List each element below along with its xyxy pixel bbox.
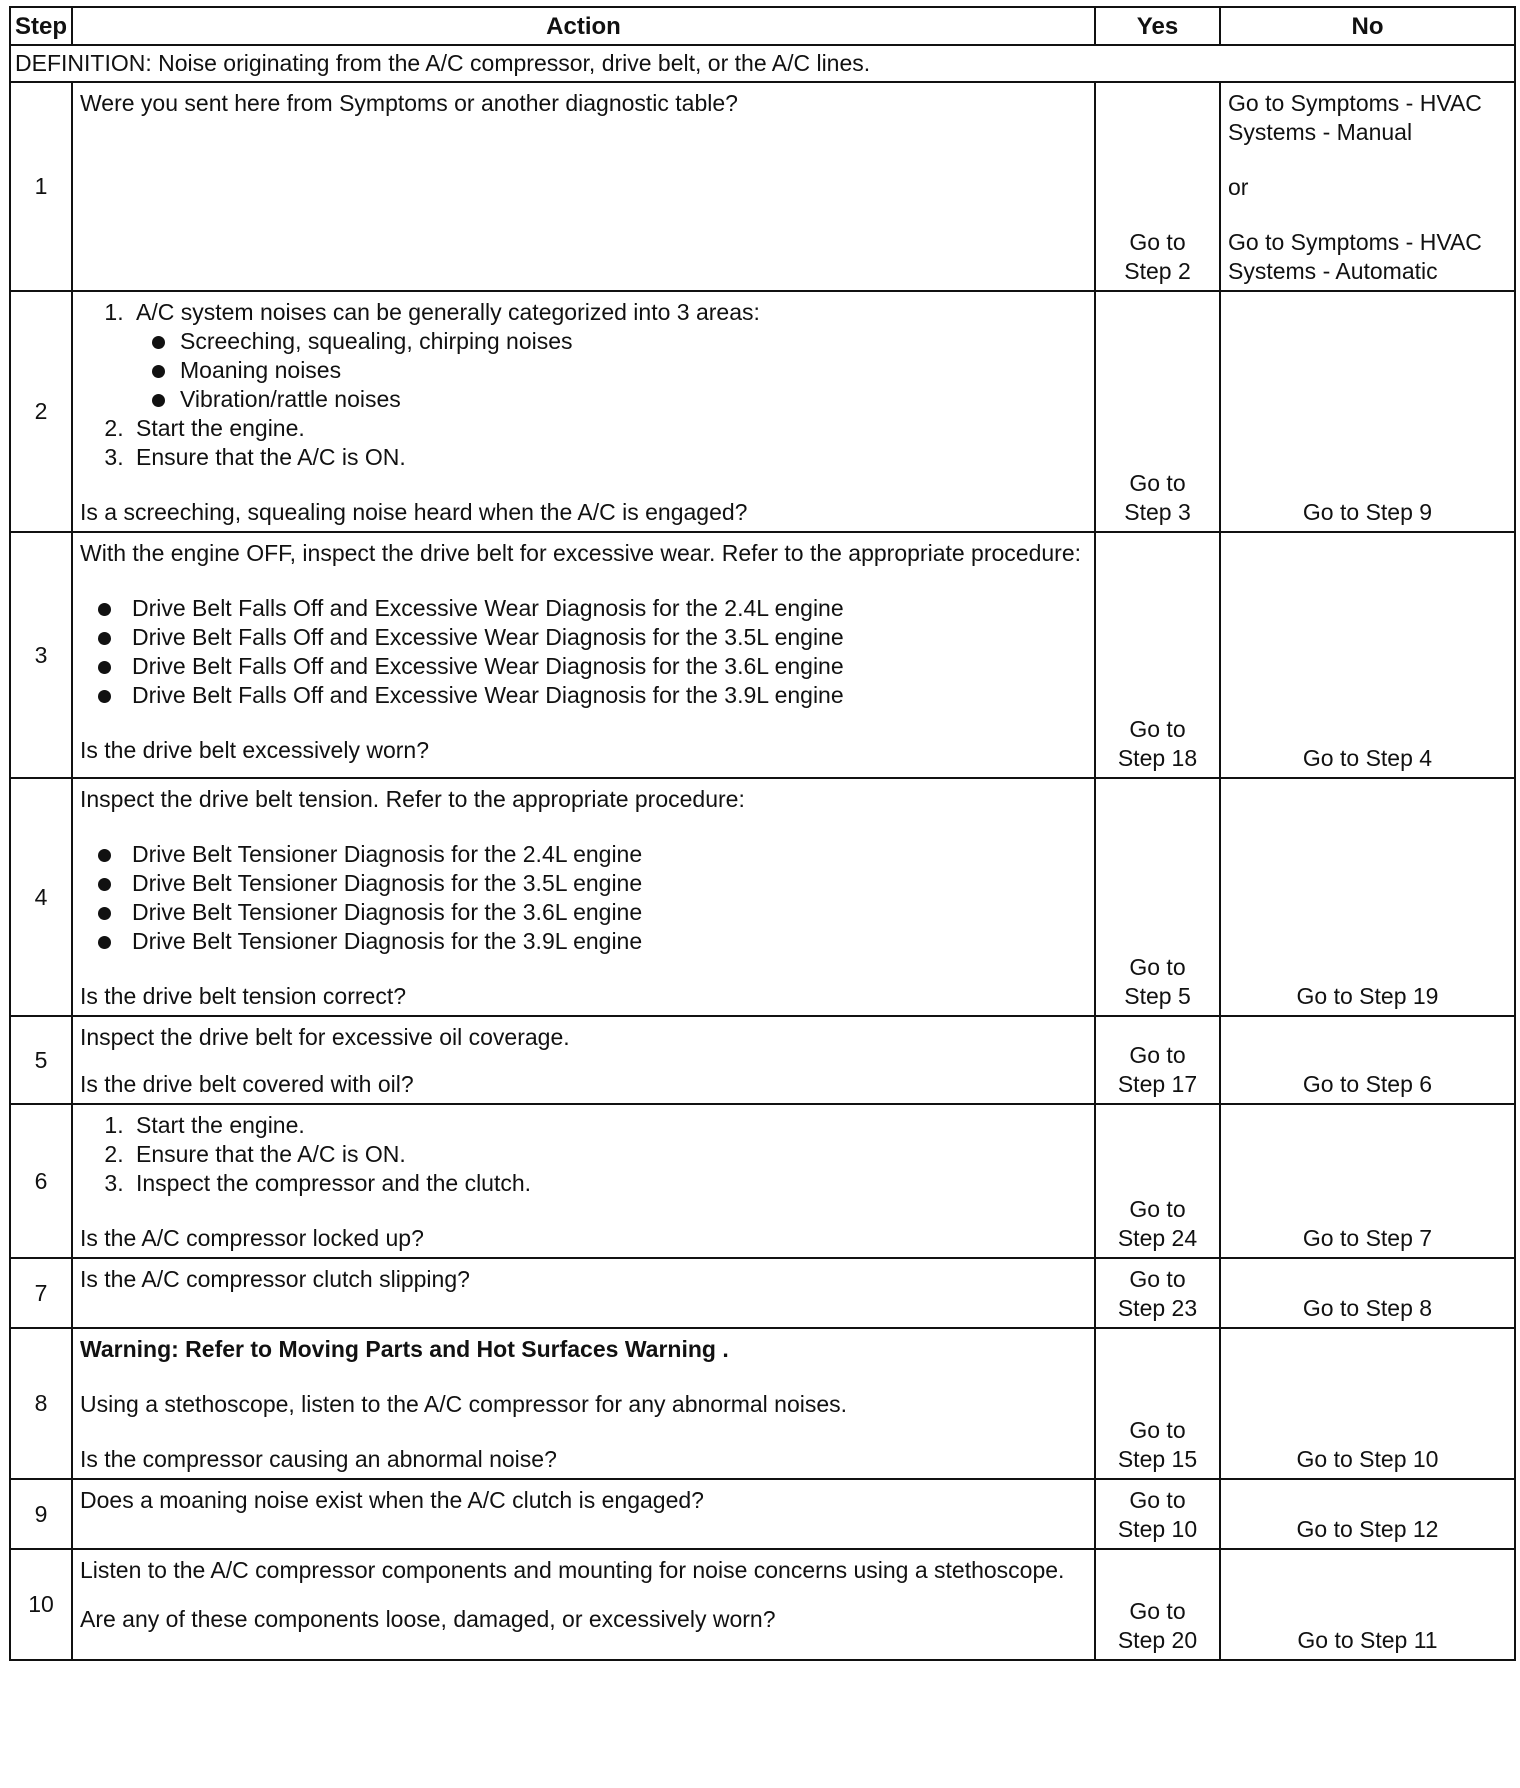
table-row — [10, 82, 1515, 291]
no-cell — [1220, 82, 1515, 291]
spacer — [1228, 147, 1507, 173]
no-cell: Go to Step 19 — [1220, 778, 1515, 1016]
question-text: Is the drive belt covered with oil? — [80, 1071, 414, 1097]
bullet-item: Drive Belt Falls Off and Excessive Wear Diagnosis for the 3.5L engine — [80, 623, 1087, 652]
no-cell: Go to Step 8 — [1220, 1258, 1515, 1328]
question-text: Is a screeching, squealing noise heard when the A/C is engaged? — [80, 499, 748, 525]
header-action: Action — [72, 7, 1095, 45]
bullet-item: Drive Belt Tensioner Diagnosis for the 3.6L engine — [80, 898, 1087, 927]
table-row — [10, 1479, 1515, 1549]
no-cell: Go to Step 11 — [1220, 1549, 1515, 1660]
no-cell: Go to Step 10 — [1220, 1328, 1515, 1479]
bullet-list — [80, 594, 1087, 710]
yes-cell: Go to Step 10 — [1095, 1479, 1220, 1549]
yes-cell: Go to Step 18 — [1095, 532, 1220, 778]
action-cell — [72, 1549, 1095, 1660]
yes-cell: Go to Step 23 — [1095, 1258, 1220, 1328]
action-cell — [72, 532, 1095, 778]
step-number: 2 — [10, 291, 72, 532]
table-row — [10, 532, 1515, 778]
bullet-item: Drive Belt Falls Off and Excessive Wear Diagnosis for the 3.6L engine — [80, 652, 1087, 681]
question-text: Is the drive belt tension correct? — [80, 983, 406, 1009]
action-cell — [72, 1258, 1095, 1328]
action-cell — [72, 82, 1095, 291]
step-number: 8 — [10, 1328, 72, 1479]
spacer — [80, 1419, 1087, 1445]
procedure-item: 3. Ensure that the A/C is ON. — [130, 443, 1087, 472]
header-no: No — [1220, 7, 1515, 45]
table-row — [10, 1104, 1515, 1258]
spacer — [80, 472, 1087, 498]
procedure-item: 2. Start the engine. — [130, 414, 1087, 443]
action-cell — [72, 1328, 1095, 1479]
table-row — [10, 1258, 1515, 1328]
action-cell — [72, 291, 1095, 532]
bullet-item: Moaning noises — [136, 356, 1087, 385]
step-number: 3 — [10, 532, 72, 778]
warning-text: Warning: Refer to Moving Parts and Hot Surfaces Warning . — [80, 1336, 729, 1362]
no-option-automatic: Go to Symptoms - HVAC Systems - Automatic — [1228, 229, 1482, 284]
bullet-item: Drive Belt Tensioner Diagnosis for the 3.9L engine — [80, 927, 1087, 956]
no-cell: Go to Step 7 — [1220, 1104, 1515, 1258]
step-number: 9 — [10, 1479, 72, 1549]
procedure-item-text: A/C system noises can be generally categorized into 3 areas: — [136, 299, 760, 325]
step-number: 1 — [10, 82, 72, 291]
table-row — [10, 1016, 1515, 1104]
question-text: Is the drive belt excessively worn? — [80, 737, 429, 763]
header-step: Step — [10, 7, 72, 45]
step-number: 7 — [10, 1258, 72, 1328]
table-row — [10, 1549, 1515, 1660]
no-cell: Go to Step 6 — [1220, 1016, 1515, 1104]
action-cell — [72, 1016, 1095, 1104]
no-or-text: or — [1228, 174, 1249, 200]
action-cell — [72, 1104, 1095, 1258]
step-number: 5 — [10, 1016, 72, 1104]
yes-cell: Go to Step 2 — [1095, 82, 1220, 291]
instruction-text: Inspect the drive belt for excessive oil coverage. — [80, 1024, 570, 1050]
no-cell: Go to Step 12 — [1220, 1479, 1515, 1549]
no-cell: Go to Step 9 — [1220, 291, 1515, 532]
diagnostic-table-container — [9, 6, 1514, 1661]
yes-cell: Go to Step 20 — [1095, 1549, 1220, 1660]
no-option-manual: Go to Symptoms - HVAC Systems - Manual — [1228, 90, 1482, 145]
instruction-text: Inspect the drive belt tension. Refer to the appropriate procedure: — [80, 786, 745, 812]
spacer — [80, 1052, 1087, 1070]
instruction-text: With the engine OFF, inspect the drive belt for excessive wear. Refer to the appropriate procedure: — [80, 540, 1082, 566]
definition-text: DEFINITION: Noise originating from the A/C compressor, drive belt, or the A/C lines. — [10, 45, 1515, 82]
procedure-item: 2. Ensure that the A/C is ON. — [130, 1140, 1087, 1169]
diagnostic-table — [9, 6, 1516, 1661]
bullet-list — [80, 840, 1087, 956]
table-row — [10, 778, 1515, 1016]
bullet-item: Drive Belt Tensioner Diagnosis for the 2.4L engine — [80, 840, 1087, 869]
header-row — [10, 7, 1515, 45]
yes-cell: Go to Step 5 — [1095, 778, 1220, 1016]
procedure-list — [80, 1111, 1087, 1198]
yes-cell: Go to Step 17 — [1095, 1016, 1220, 1104]
yes-cell: Go to Step 24 — [1095, 1104, 1220, 1258]
no-cell: Go to Step 4 — [1220, 532, 1515, 778]
definition-row — [10, 45, 1515, 82]
yes-cell: Go to Step 3 — [1095, 291, 1220, 532]
bullet-item: Screeching, squealing, chirping noises — [136, 327, 1087, 356]
procedure-list — [80, 298, 1087, 472]
bullet-item: Vibration/rattle noises — [136, 385, 1087, 414]
question-text: Does a moaning noise exist when the A/C clutch is engaged? — [80, 1487, 704, 1513]
step-number: 4 — [10, 778, 72, 1016]
yes-cell: Go to Step 15 — [1095, 1328, 1220, 1479]
spacer — [80, 710, 1087, 736]
procedure-item — [130, 298, 1087, 414]
spacer — [80, 814, 1087, 840]
spacer — [80, 1364, 1087, 1390]
bullet-list — [136, 327, 1087, 414]
table-row — [10, 1328, 1515, 1479]
spacer — [80, 568, 1087, 594]
procedure-item: 1. Start the engine. — [130, 1111, 1087, 1140]
spacer — [80, 956, 1087, 982]
spacer — [1228, 202, 1507, 228]
question-text: Are any of these components loose, damaged, or excessively worn? — [80, 1606, 776, 1632]
bullet-item: Drive Belt Falls Off and Excessive Wear Diagnosis for the 2.4L engine — [80, 594, 1087, 623]
question-text: Were you sent here from Symptoms or another diagnostic table? — [80, 90, 738, 116]
bullet-item: Drive Belt Falls Off and Excessive Wear Diagnosis for the 3.9L engine — [80, 681, 1087, 710]
header-yes: Yes — [1095, 7, 1220, 45]
question-text: Is the A/C compressor locked up? — [80, 1225, 424, 1251]
spacer — [80, 1585, 1087, 1605]
step-number: 6 — [10, 1104, 72, 1258]
instruction-text: Listen to the A/C compressor components and mounting for noise concerns using a stethoscope. — [80, 1557, 1065, 1583]
question-text: Is the compressor causing an abnormal noise? — [80, 1446, 557, 1472]
step-number: 10 — [10, 1549, 72, 1660]
procedure-item: 3. Inspect the compressor and the clutch. — [130, 1169, 1087, 1198]
spacer — [80, 1198, 1087, 1224]
instruction-text: Using a stethoscope, listen to the A/C compressor for any abnormal noises. — [80, 1391, 848, 1417]
bullet-item: Drive Belt Tensioner Diagnosis for the 3.5L engine — [80, 869, 1087, 898]
table-row — [10, 291, 1515, 532]
question-text: Is the A/C compressor clutch slipping? — [80, 1266, 470, 1292]
action-cell — [72, 1479, 1095, 1549]
action-cell — [72, 778, 1095, 1016]
